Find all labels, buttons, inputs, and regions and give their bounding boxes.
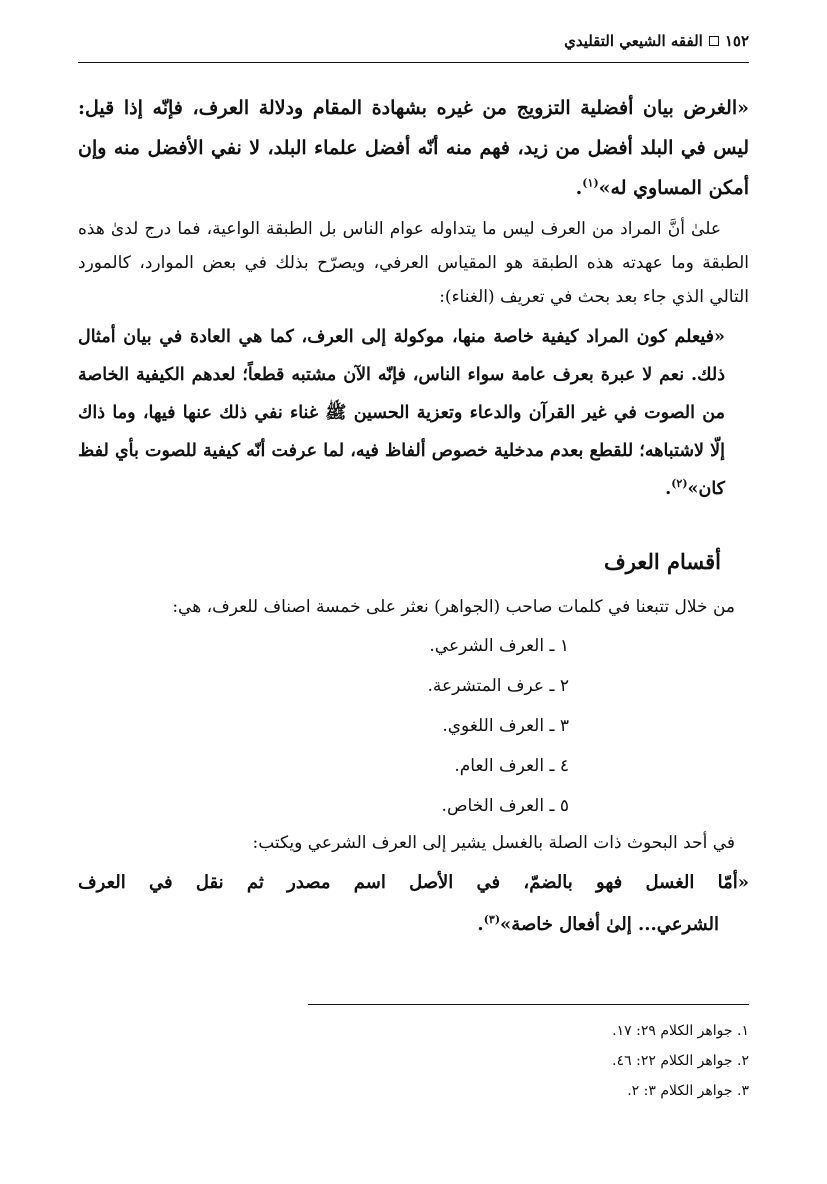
list-item: ٥ ـ العرف الخاص. [441,796,569,816]
footnote-2: ٢. جواهر الكلام ٢٢: ٤٦. [612,1053,749,1069]
running-header [564,32,749,50]
list-item: ١ ـ العرف الشرعي. [429,636,569,656]
footnotes [612,1016,749,1106]
quote-3-end: . [477,914,484,935]
footnote-rule [308,1004,749,1005]
square-separator-icon [709,36,719,46]
quote-1 [78,88,749,208]
quote-2 [78,318,749,508]
paragraph-2: في أحد البحوث ذات الصلة بالغسل يشير إلى العرف الشرعي ويكتب: [252,833,735,853]
quote-2-end: . [665,479,672,499]
section-heading: أقسام العرف [603,549,721,574]
header-rule [78,62,749,63]
quote-3-line-2 [78,904,749,946]
quote-3-line-1: «أمّا الغسل فهو بالضمّ، في الأصل اسم مصدر ثم نقل في العرف [78,872,749,893]
custom-types-list [78,626,749,826]
running-title: الفقه الشيعي التقليدي [564,32,703,50]
page-body [78,88,749,946]
footnote-3: ٣. جواهر الكلام ٣: ٢. [627,1083,749,1099]
footnote-ref-3[interactable]: (٣) [483,913,501,926]
paragraph-1: علىٰ أنَّ المراد من العرف ليس ما يتداوله عوام الناس بل الطبقة الواعية، فما درج لدىٰ هذه الطبقة وما عهدته هذه الطبقة هو المقياس العرفي، ويصرّح بذلك في بعض الموارد، كالمورد التالي الذي جاء بعد بحث في تعريف (الغناء): [78,219,749,307]
list-item: ٣ ـ العرف اللغوي. [442,716,569,736]
list-item: ٤ ـ العرف العام. [454,756,569,776]
list-item: ٢ ـ عرف المتشرعة. [427,676,569,696]
footnote-ref-1[interactable]: (١) [582,176,599,190]
quote-3-line-2-text: الشرعي... إلىٰ أفعال خاصة» [500,914,719,935]
footnote-1: ١. جواهر الكلام ٢٩: ١٧. [612,1023,749,1039]
quote-2-text: «فيعلم كون المراد كيفية خاصة منها، موكولة إلى العرف، كما هي العادة في بيان أمثال ذلك. نعم لا عبرة بعرف عامة سواء الناس، فإنّه الآن مشتبه قطعاً؛ لعدهم الكيفية الخاصة من الصوت في غير القرآن والدعاء وتعزية الحسين ﷺ غناء نفي ذلك عنها فيها، وما ذاك إلّا لاشتباهه؛ للقطع بعدم مدخلية خصوص ألفاظ فيه، لما عرفت أنّه كيفية للصوت بأي لفظ كان» [78,327,725,499]
quote-1-text: «الغرض بيان أفضلية التزويج من غيره بشهادة المقام ودلالة العرف، فإنّه إذا قيل: ليس في البلد أفضل من زيد، فهم منه أنّه أفضل علماء البلد، لا نفي الأفضل منه وإن أمكن المساوي له» [78,97,749,199]
footnote-ref-2[interactable]: (٢) [671,477,688,491]
quote-1-end: . [575,177,583,199]
page-number: ١٥٢ [724,32,749,50]
intro-paragraph: من خلال تتبعنا في كلمات صاحب (الجواهر) نعثر على خمسة اصناف للعرف، هي: [172,597,735,617]
quote-3 [78,862,749,946]
